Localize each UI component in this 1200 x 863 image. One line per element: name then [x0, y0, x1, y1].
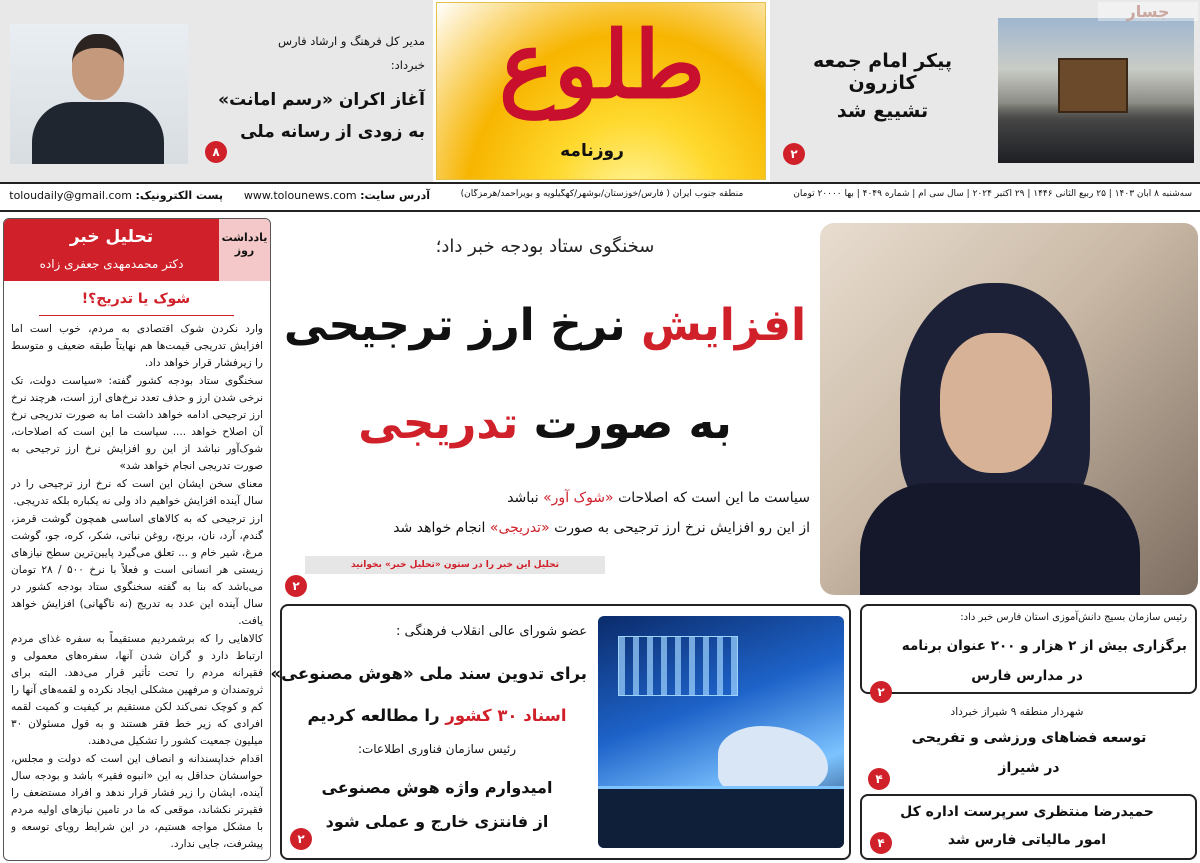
side-story-title-2: در شیراز — [998, 760, 1060, 776]
side-story[interactable] — [860, 794, 1197, 860]
side-story-title-1: توسعه فضاهای ورزشی و تفریحی — [911, 730, 1147, 746]
quote2-red: «تدریجی» — [489, 520, 550, 536]
website-url[interactable]: www.tolounews.com — [243, 189, 357, 202]
analysis-paragraph: ارز ترجیحی که به کالاهای اساسی همچون گوشت قرمز، گندم، آرد، نان، برنج، روغن نباتی، شکر، کره، جو، گوشت مرغ، شیر خام و ... تعلق می‌گیرد پایین‌ترین سطح نیازهای زیستی هر انسانی است و فعلاً با نرخ ۵۰۰ / ۲۸ تومان می‌باشد که بنا به گفته سخنگوی ستاد بودجه کشور در سال آینده این عدد به تدریج (نه ناگهانی) افزایش خواهد یافت. — [11, 513, 263, 627]
email-label: پست الکترونیک: — [135, 189, 223, 202]
quote2-post: انجام خواهد شد — [393, 520, 486, 536]
side-story-kicker: شهردار منطقه ۹ شیراز خبرداد — [950, 706, 1084, 718]
lead-story[interactable] — [275, 218, 1200, 598]
lead-note[interactable]: تحلیل این خبر را در ستون «تحلیل خبر» بخوانید — [305, 556, 605, 574]
analysis-tag-1: یادداشت — [221, 231, 268, 244]
top-right-page-num: ۲ — [783, 143, 805, 165]
funeral-photo — [998, 18, 1194, 163]
side-story-page-num: ۴ — [868, 768, 890, 790]
portrait-suit — [32, 102, 164, 164]
analysis-header — [4, 219, 219, 281]
website-label: آدرس سایت: — [360, 189, 430, 202]
side-story-title-1: برگزاری بیش از ۲ هزار و ۲۰۰ عنوان برنامه — [901, 638, 1187, 654]
analysis-tag-2: روز — [234, 244, 255, 257]
ai-title-red: اسناد ۳۰ کشور — [445, 706, 567, 725]
photo-coffin — [1058, 58, 1128, 113]
spokeswoman-photo — [820, 223, 1198, 595]
top-left-page-num: ۸ — [205, 141, 227, 163]
lead-title-line-2 — [275, 398, 815, 451]
photo-face — [940, 333, 1052, 473]
top-left-title-1: آغاز اکران «رسم امانت» — [218, 90, 425, 110]
date-line: سه‌شنبه ۸ آبان ۱۴۰۳ | ۲۵ ربیع الثانی ۱۴۴۶ | ۲۹ اکتبر ۲۰۲۴ | سال سی ام | شماره ۴۰۴۹ | بها ۲۰۰۰۰ تومان — [793, 189, 1192, 199]
website-block[interactable] — [225, 189, 430, 202]
analysis-paragraph: کالاهایی را که برشمردیم مستقیماً به سفره غذای مردم ارتباط دارد و گران شدن آنها، سفره‌های معمولی و فقیرانه مردم را تحت تأثیر قرار می‌دهد. البته برای ثروتمندان و مرفهین مشکلی ایجاد نکرده و لقمه‌های آنها را کم و کوچک نمی‌کند لکن مستقیم بر کیفیت و کمیت لقمه افرادی که زیر خط فقر هستند و به قول مسئولان ۳۰ میلیون جمعیت کشور را تشکیل می‌دهند. — [11, 633, 263, 747]
lead-kicker: سخنگوی ستاد بودجه خبر داد؛ — [435, 236, 655, 257]
ai-title-3: امیدوارم واژه هوش مصنوعی — [321, 778, 553, 797]
email-address[interactable]: toloudaily@gmail.com — [9, 189, 132, 202]
lead-title2-black: به صورت — [533, 398, 732, 449]
side-story[interactable] — [860, 700, 1197, 792]
lead-title-black-words: نرخ ارز ترجیحی — [283, 300, 626, 351]
lead-page-num: ۲ — [285, 575, 307, 597]
lead-title-red-word: افزایش — [641, 300, 807, 351]
ai-photo — [598, 616, 844, 848]
logo-subtitle: روزنامه — [560, 141, 624, 161]
quote1-pre: سیاست ما این است که اصلاحات — [618, 490, 810, 506]
ai-title-4: از فانتزی خارج و عملی شود — [325, 812, 549, 831]
lead-title2-red: تدریجی — [358, 398, 519, 449]
quote1-post: نباشد — [507, 490, 539, 506]
lead-quote-2 — [275, 520, 810, 536]
logo-text: طلوع — [498, 11, 706, 119]
ai-chart-bars — [618, 636, 738, 696]
masthead-logo[interactable] — [436, 2, 766, 180]
photo-garment — [860, 483, 1140, 595]
top-left-kicker-1: مدیر کل فرهنگ و ارشاد فارس — [277, 34, 425, 48]
official-portrait — [10, 24, 188, 164]
top-right-title-2: تشییع شد — [836, 100, 929, 122]
ai-kicker-2: رئیس سازمان فناوری اطلاعات: — [357, 742, 517, 756]
ai-title-black: را مطالعه کردیم — [307, 706, 440, 725]
ai-laptop — [598, 786, 844, 848]
side-story[interactable] — [860, 604, 1197, 699]
watermark: جسار — [1098, 2, 1198, 21]
analysis-author: دکتر محمدمهدی جعفری زاده — [39, 257, 184, 271]
side-story-page-num: ۲ — [870, 681, 892, 703]
top-left-story[interactable] — [0, 0, 433, 183]
ai-page-num: ۲ — [290, 828, 312, 850]
analysis-body — [11, 321, 263, 859]
analysis-tag — [219, 219, 270, 281]
analysis-paragraph: معنای سخن ایشان این است که نرخ ارز ترجیحی را در سال آینده افزایش خواهیم داد ولی نه یکباره بلکه تدریجی. — [11, 478, 263, 507]
ai-story[interactable] — [270, 604, 851, 860]
analysis-headline: شوک یا تدریج؟! — [81, 291, 191, 307]
analysis-paragraph: سخنگوی ستاد بودجه کشور گفته: «سیاست دولت، تک نرخی شدن ارز و حذف تعدد نرخ‌های ارز است، هرچند نرخ ارز ترجیحی ادامه خواهد داشت اما به صورت تدریجی نرخ آن اصلاح خواهد .... سیاست ما این است که اصلاحات، شوک‌آور نباشد از این رو افزایش نرخ ارز ترجیحی به صورت تدریجی انجام خواهد شد» — [11, 375, 263, 472]
analysis-header-title: تحلیل خبر — [69, 227, 154, 247]
analysis-paragraph: وارد نکردن شوک اقتصادی به مردم، خوب است اما افزایش تدریجی قیمت‌ها هم نهایتاً طبقه ضعیف و متوسط را زیرفشار قرار خواهد داد. — [11, 323, 263, 369]
ai-title-1: برای تدوین سند ملی «هوش مصنوعی» — [270, 664, 587, 683]
info-strip — [0, 182, 1200, 212]
lead-quote-1 — [275, 490, 810, 506]
side-story-title-2: امور مالیاتی فارس شد — [947, 832, 1107, 848]
quote1-red: «شوک آور» — [543, 490, 614, 506]
lead-title-line-1 — [275, 300, 815, 353]
side-story-title-1: حمیدرضا منتظری سرپرست اداره کل — [900, 804, 1154, 820]
top-left-title-2: به زودی از رسانه ملی — [240, 122, 425, 142]
portrait-head — [72, 34, 124, 100]
region-line: منطقه جنوب ایران ( فارس/خوزستان/بوشهر/کهگیلویه و بویراحمد/هرمزگان) — [460, 189, 744, 199]
ai-title-2 — [287, 706, 587, 725]
side-story-title-2: در مدارس فارس — [971, 668, 1083, 684]
quote2-pre: از این رو افزایش نرخ ارز ترجیحی به صورت — [554, 520, 810, 536]
email-block[interactable] — [8, 189, 223, 202]
top-right-title-1: پیکر امام جمعه کازرون — [812, 50, 952, 94]
analysis-column — [3, 218, 271, 861]
ai-kicker: عضو شورای عالی انقلاب فرهنگی : — [396, 624, 587, 639]
top-right-story[interactable] — [770, 0, 1200, 183]
analysis-divider — [39, 315, 234, 316]
side-story-kicker: رئیس سازمان بسیج دانش‌آموزی استان فارس خبر داد: — [960, 612, 1187, 623]
top-left-kicker-2: خبرداد: — [390, 58, 425, 72]
analysis-paragraph: اقدام خداپسندانه و انصاف این است که دولت و مجلس، حواسشان حداقل به این «انبوه فقیر» باشد و بودجه سال آینده، ایشان را زیر فشار قرار ندهد و افراد مستضعف را فقیرتر نکشاند، موقعی که ما در تامین نیازهای اولیه مردم با مشکل مواجه هستیم، در این شرایط رویای توسعه و پیشرفت، جایی ندارد. — [11, 753, 263, 850]
side-story-page-num: ۴ — [870, 832, 892, 854]
